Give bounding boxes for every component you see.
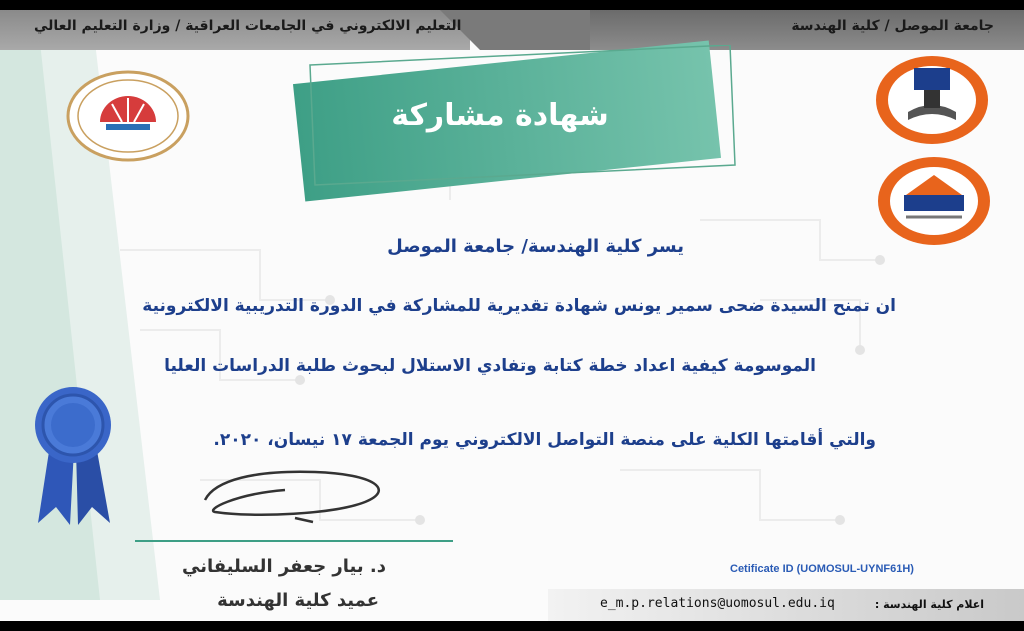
body-line-2: ان تمنح السيدة ضحى سمير يونس شهادة تقديرية للمشاركة في الدورة التدريبية الالكترونية <box>142 296 896 316</box>
award-ribbon-icon <box>30 385 116 531</box>
signatory-title: عميد كلية الهندسة <box>217 590 379 611</box>
footer-label: اعلام كلية الهندسة : <box>874 598 984 611</box>
university-seal-icon <box>874 54 990 146</box>
header-right-text: جامعة الموصل / كلية الهندسة <box>791 18 994 34</box>
body-line-4: والتي أقامتها الكلية على منصة التواصل الالكتروني يوم الجمعة ١٧ نيسان، ٢٠٢٠. <box>213 430 876 450</box>
header-bar-connector <box>440 10 590 50</box>
certificate-title: شهادة مشاركة <box>391 98 609 133</box>
bottom-edge <box>0 621 1024 631</box>
top-edge <box>0 0 1024 10</box>
body-line-1: يسر كلية الهندسة/ جامعة الموصل <box>387 236 684 257</box>
certificate-id: Cetificate ID (UOMOSUL-UYNF61H) <box>730 563 914 575</box>
signatory-name: د. بيار جعفر السليفاني <box>181 556 386 577</box>
ministry-seal-icon <box>66 70 190 162</box>
header-left-text: التعليم الالكتروني في الجامعات العراقية / وزارة التعليم العالي <box>34 18 462 34</box>
footer-email: e_m.p.relations@uomosul.edu.iq <box>600 596 835 611</box>
body-line-3: الموسومة كيفية اعداد خطة كتابة وتفادي الاستلال لبحوث طلبة الدراسات العليا <box>164 356 816 376</box>
college-seal-icon <box>876 155 992 247</box>
signature-line <box>135 540 453 542</box>
signature <box>195 460 395 530</box>
